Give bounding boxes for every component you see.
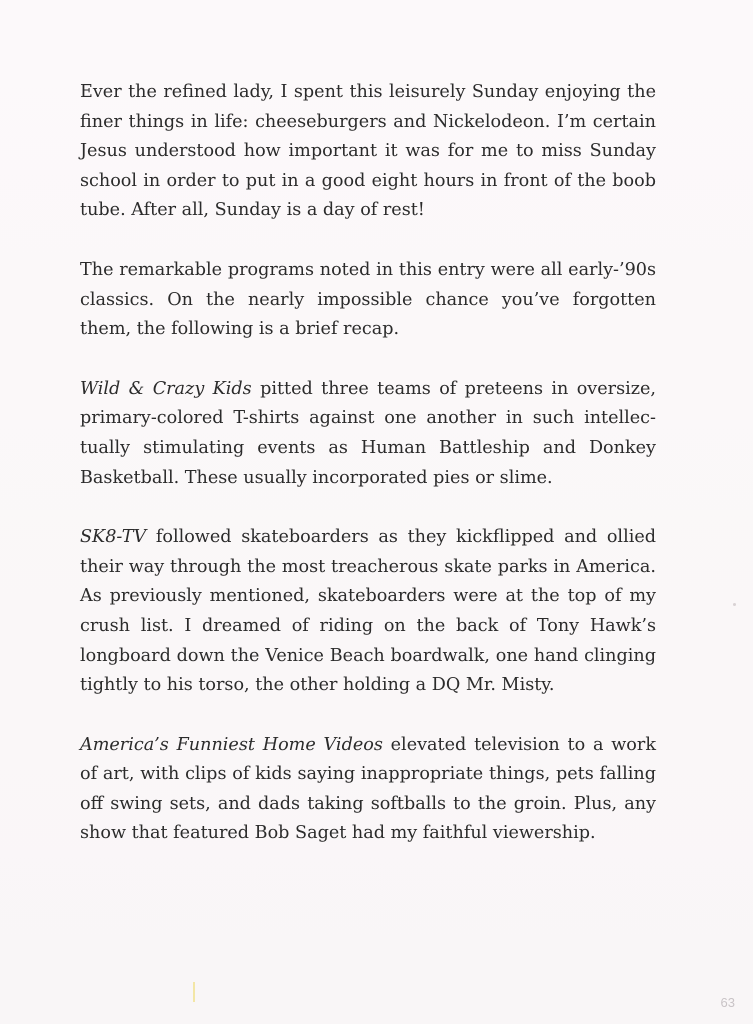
paragraph-4-text: followed skateboarders as they kickflipped and ollied their way through the most treacherous skate parks in America. As previously mentioned, skateboarders were at the top of my crush list. I dreamed of riding on the back of Tony Hawk’s longboard down the Venice Beach boardwalk, one hand clinging tightly to his torso, the other holding a DQ Mr. Misty. bbox=[80, 527, 656, 696]
paragraph-1-text: Ever the refined lady, I spent this leisurely Sunday enjoying the finer things in life: cheeseburgers and Nickelodeon. I’m certain Jesus understood how important it was for me to miss Sunday school in order to put in a good eight hours in front of the boob tube. After all, Sunday is a day of rest! bbox=[80, 82, 656, 221]
paragraph-5 bbox=[80, 731, 656, 849]
paragraph-3 bbox=[80, 375, 656, 493]
paragraph-1 bbox=[80, 78, 656, 226]
highlighter-mark bbox=[193, 982, 195, 1002]
paragraph-5-text: elevated television to a work of art, with clips of kids saying inappropriate things, pets falling off swing sets, and dads taking softballs to the groin. Plus, any show that featured Bob Saget had my faithful viewership. bbox=[80, 734, 656, 844]
body-text bbox=[80, 78, 656, 879]
page-number: 63 bbox=[720, 995, 735, 1010]
scan-speck bbox=[733, 603, 736, 606]
paragraph-2 bbox=[80, 256, 656, 345]
paragraph-5-title: America’s Funniest Home Videos bbox=[80, 734, 383, 755]
paragraph-3-text: pitted three teams of preteens in oversize, primary-colored T-shirts against one another in such intellectually stimulating events as Human Battleship and Donkey Basketball. These usually incorporated pies or slime. bbox=[80, 378, 656, 488]
paragraph-4-title: SK8-TV bbox=[80, 527, 147, 548]
paragraph-4 bbox=[80, 523, 656, 701]
paragraph-3-title: Wild & Crazy Kids bbox=[80, 378, 252, 399]
paragraph-2-text: The remarkable programs noted in this entry were all early-’90s classics. On the nearly impossible chance you’ve forgotten them, the following is a brief recap. bbox=[80, 259, 656, 340]
